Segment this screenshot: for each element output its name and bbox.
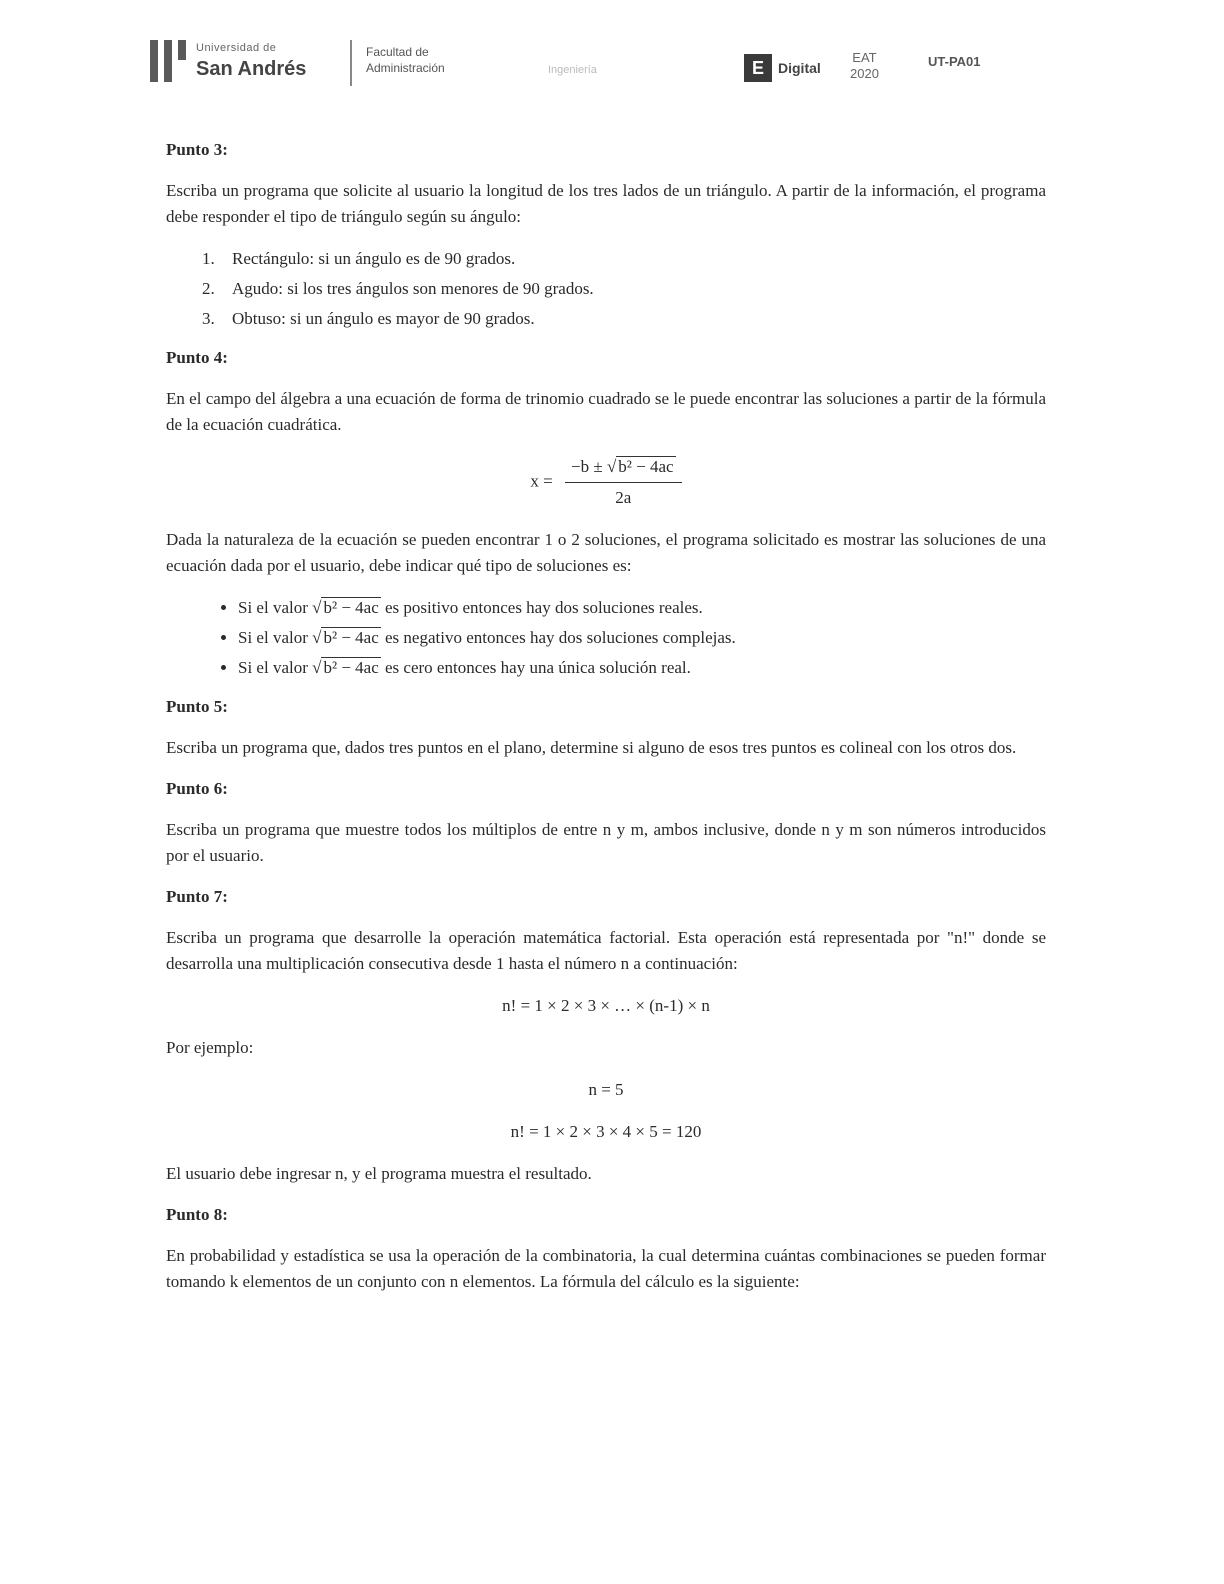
punto7-closing: El usuario debe ingresar n, y el programa muestra el resultado. xyxy=(166,1164,592,1183)
punto4-intro: En el campo del álgebra a una ecuación de forma de trinomio cuadrado se le puede encontrar las soluciones a partir de la fórmula de la ecuación cuadrática. xyxy=(166,389,1046,434)
radicand: b² − 4ac xyxy=(323,628,379,647)
section-title-punto3: Punto 3: xyxy=(166,140,228,159)
list-item-text: Rectángulo: si un ángulo es de 90 grados. xyxy=(232,249,516,268)
faculty-line2: Administración xyxy=(366,61,445,75)
formula-lhs: x = xyxy=(530,471,553,491)
list-item xyxy=(202,246,1046,272)
punto7-text: Escriba un programa que desarrolle la operación matemática factorial. Esta operación está representada por "n!" donde se desarrolla una multiplicación consecutiva desde 1 hasta el número n a continuación: xyxy=(166,928,1046,973)
list-item: • Si el valor √ b² − 4ac es cero entonces hay una única solución real. xyxy=(238,655,1046,681)
punto4-middle: Dada la naturaleza de la ecuación se pueden encontrar 1 o 2 soluciones, el programa solicitado es mostrar las soluciones de una ecuación dada por el usuario, debe indicar qué tipo de soluciones es: xyxy=(166,530,1046,575)
formula-radicand: b² − 4ac xyxy=(618,457,674,476)
university-name-line2: San Andrés xyxy=(196,58,307,80)
header-faint-text: Ingeniería xyxy=(548,64,597,76)
example-n: n = 5 xyxy=(588,1080,624,1099)
list-number: 2. xyxy=(202,279,215,298)
section-title-punto8: Punto 8: xyxy=(166,1205,228,1224)
factorial-formula: n! = 1 × 2 × 3 × … × (n-1) × n xyxy=(502,996,710,1015)
header-divider xyxy=(350,40,352,86)
list-item: • Si el valor √ b² − 4ac es positivo entonces hay dos soluciones reales. xyxy=(238,595,1046,621)
list-item-text: es negativo entonces hay dos soluciones complejas. xyxy=(385,628,736,647)
faculty-line1: Facultad de xyxy=(366,45,429,59)
list-item-text: Obtuso: si un ángulo es mayor de 90 grados. xyxy=(232,309,535,328)
section-title-punto7: Punto 7: xyxy=(166,887,228,906)
header-code-b: UT-PA01 xyxy=(928,54,981,69)
list-item xyxy=(202,306,1046,332)
list-item-text: Si el valor xyxy=(238,628,308,647)
header-code-a xyxy=(850,50,879,82)
list-item: • Si el valor √ b² − 4ac es negativo entonces hay dos soluciones complejas. xyxy=(238,625,1046,651)
badge-logo-icon: E xyxy=(744,54,772,82)
list-number: 1. xyxy=(202,249,215,268)
punto3-intro: Escriba un programa que solicite al usuario la longitud de los tres lados de un triángulo. A partir de la información, el programa debe responder el tipo de triángulo según su ángulo: xyxy=(166,181,1046,226)
formula-denominator: 2a xyxy=(615,488,632,507)
radicand: b² − 4ac xyxy=(323,598,379,617)
document-body xyxy=(166,138,1046,1311)
formula-numerator: −b ± √ b² − 4ac xyxy=(565,454,682,483)
list-item-text: Si el valor xyxy=(238,658,308,677)
section-title-punto5: Punto 5: xyxy=(166,697,228,716)
punto5-text: Escriba un programa que, dados tres puntos en el plano, determine si alguno de esos tres puntos es colineal con los otros dos. xyxy=(166,738,1017,757)
punto3-list xyxy=(166,246,1046,332)
punto6-text: Escriba un programa que muestre todos los múltiplos de entre n y m, ambos inclusive, donde n y m son números introducidos por el usuario. xyxy=(166,820,1046,865)
radicand: b² − 4ac xyxy=(323,658,379,677)
punto7-example-label: Por ejemplo: xyxy=(166,1038,254,1057)
page-header xyxy=(150,36,1030,92)
list-item-text: es positivo entonces hay dos soluciones reales. xyxy=(385,598,703,617)
university-logo-icon xyxy=(150,40,190,82)
formula-numerator-text: −b ± xyxy=(571,457,603,476)
list-item-text: es cero entonces hay una única solución real. xyxy=(385,658,691,677)
header-code-a-line2: 2020 xyxy=(850,66,879,81)
punto8-text: En probabilidad y estadística se usa la operación de la combinatoria, la cual determina cuántas combinaciones se pueden formar tomando k elementos de un conjunto con n elementos. La fórmula del cálculo es la siguiente: xyxy=(166,1246,1046,1291)
list-item-text: Agudo: si los tres ángulos son menores de 90 grados. xyxy=(232,279,594,298)
formula-fraction xyxy=(565,454,682,511)
faculty-name xyxy=(366,44,445,76)
quadratic-formula xyxy=(166,454,1046,511)
header-code-a-line1: EAT xyxy=(852,50,877,65)
list-number: 3. xyxy=(202,309,215,328)
section-title-punto6: Punto 6: xyxy=(166,779,228,798)
list-item-text: Si el valor xyxy=(238,598,308,617)
badge-text: Digital xyxy=(778,60,821,76)
list-item xyxy=(202,276,1046,302)
example-result: n! = 1 × 2 × 3 × 4 × 5 = 120 xyxy=(510,1122,702,1141)
punto4-list xyxy=(166,595,1046,681)
university-name-line1: Universidad de xyxy=(196,42,277,54)
section-title-punto4: Punto 4: xyxy=(166,348,228,367)
